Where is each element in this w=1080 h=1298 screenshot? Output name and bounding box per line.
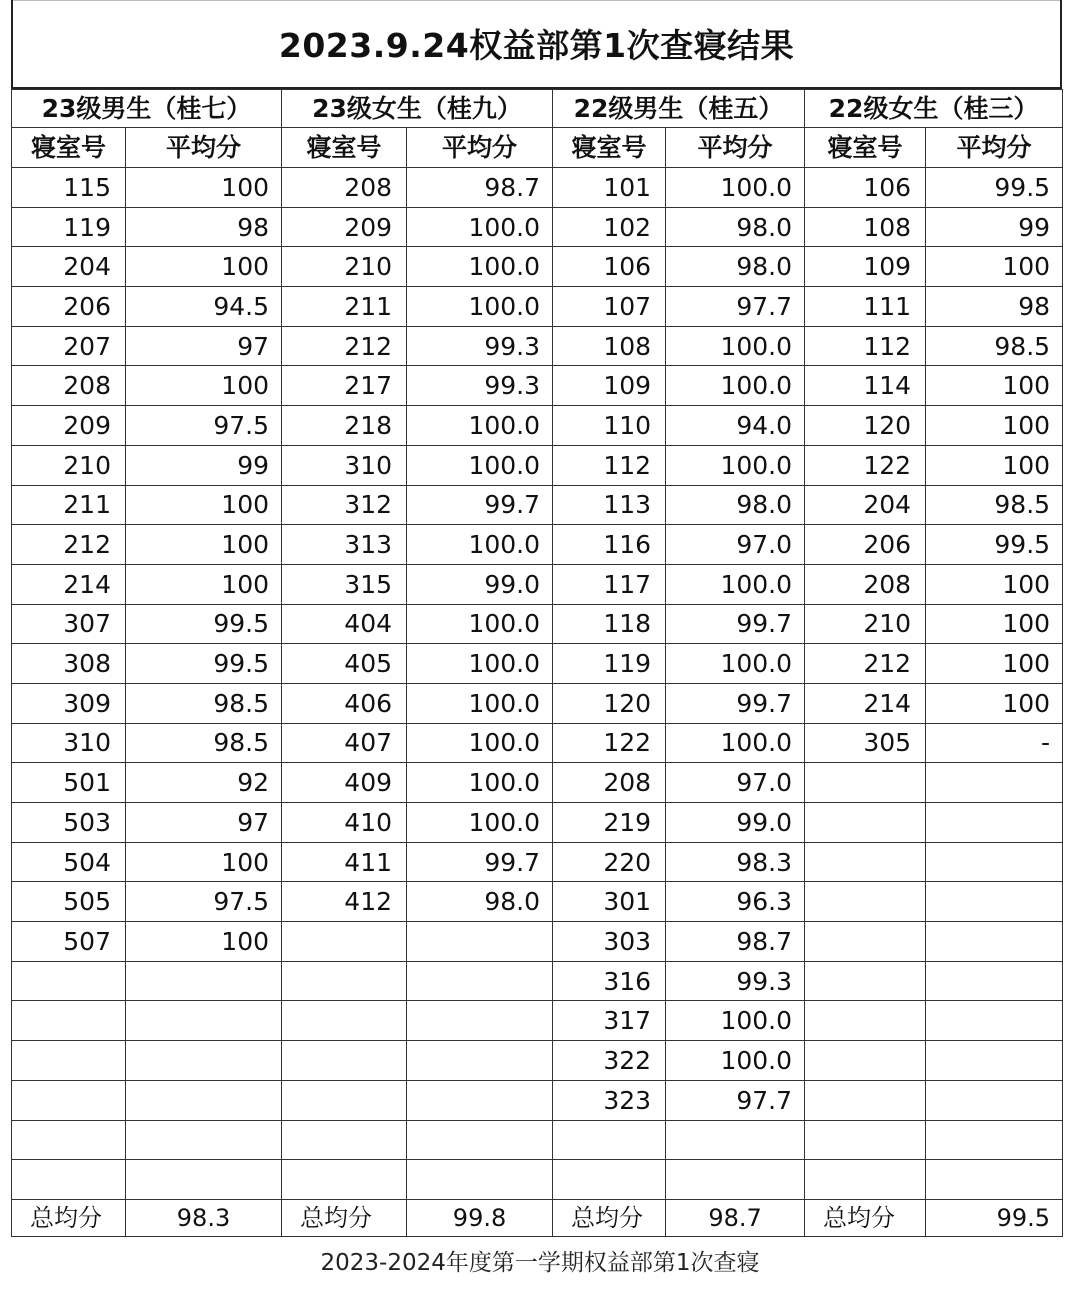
sheet-title: 2023.9.24权益部第1次查寝结果 — [11, 0, 1062, 89]
average-score-cell: 99.5 — [126, 644, 282, 684]
group-name-boys-23: 23级男生（桂七） — [12, 90, 282, 128]
average-score-cell: 98.5 — [926, 485, 1063, 525]
room-number-cell: 115 — [12, 168, 126, 208]
room-number-cell — [12, 1041, 126, 1081]
room-number-cell: 120 — [805, 406, 926, 446]
average-score-cell: 97.0 — [666, 763, 805, 803]
table-row — [12, 445, 1063, 485]
group-name-girls-22: 22级女生（桂三） — [805, 90, 1063, 128]
total-score-girls-23: 99.8 — [407, 1199, 553, 1236]
score-column-header: 平均分 — [666, 128, 805, 168]
room-number-cell: 219 — [553, 803, 666, 843]
room-number-cell: 207 — [12, 326, 126, 366]
average-score-cell: 98.0 — [407, 882, 553, 922]
room-number-cell: 209 — [282, 207, 407, 247]
room-number-cell: 116 — [553, 525, 666, 565]
room-number-cell: 208 — [12, 366, 126, 406]
room-number-cell: 310 — [282, 445, 407, 485]
room-number-cell — [805, 842, 926, 882]
room-number-cell: 307 — [12, 604, 126, 644]
room-column-header: 寝室号 — [12, 128, 126, 168]
room-number-cell: 505 — [12, 882, 126, 922]
average-score-cell — [926, 961, 1063, 1001]
room-number-cell: 309 — [12, 683, 126, 723]
total-label-boys-22: 总均分 — [553, 1199, 666, 1236]
table-row — [12, 644, 1063, 684]
average-score-cell: 100.0 — [666, 564, 805, 604]
average-score-cell — [407, 961, 553, 1001]
average-score-cell — [926, 1001, 1063, 1041]
table-row — [12, 168, 1063, 208]
average-score-cell: 100 — [926, 683, 1063, 723]
room-number-cell: 120 — [553, 683, 666, 723]
room-number-cell: 409 — [282, 763, 407, 803]
room-number-cell: 110 — [553, 406, 666, 446]
average-score-cell: 100 — [126, 247, 282, 287]
room-number-cell: 316 — [553, 961, 666, 1001]
table-row — [12, 683, 1063, 723]
average-score-cell: 100.0 — [666, 168, 805, 208]
average-score-cell: 94.5 — [126, 287, 282, 327]
average-score-cell: 99.3 — [407, 366, 553, 406]
table-row — [12, 287, 1063, 327]
average-score-cell — [126, 1080, 282, 1120]
average-score-cell — [926, 1080, 1063, 1120]
average-score-cell: 99.0 — [666, 803, 805, 843]
average-score-cell — [926, 1160, 1063, 1200]
average-score-cell: 99.0 — [407, 564, 553, 604]
average-score-cell: 98 — [126, 207, 282, 247]
total-score-girls-22: 99.5 — [926, 1199, 1063, 1236]
room-number-cell: 410 — [282, 803, 407, 843]
average-score-cell: 100.0 — [666, 723, 805, 763]
average-score-cell: 98.0 — [666, 247, 805, 287]
average-score-cell: 96.3 — [666, 882, 805, 922]
room-number-cell: 411 — [282, 842, 407, 882]
average-score-cell: 100.0 — [407, 445, 553, 485]
table-row — [12, 525, 1063, 565]
total-row — [12, 1199, 1063, 1236]
total-label-girls-22: 总均分 — [805, 1199, 926, 1236]
table-row — [12, 1001, 1063, 1041]
total-score-boys-22: 98.7 — [666, 1199, 805, 1236]
average-score-cell: 99.7 — [407, 842, 553, 882]
room-number-cell: 206 — [12, 287, 126, 327]
average-score-cell: 100.0 — [407, 763, 553, 803]
table-row — [12, 763, 1063, 803]
room-number-cell: 308 — [12, 644, 126, 684]
room-number-cell — [282, 1160, 407, 1200]
results-table — [11, 89, 1063, 1237]
average-score-cell: 100.0 — [407, 287, 553, 327]
table-row — [12, 1041, 1063, 1081]
average-score-cell: 100 — [126, 842, 282, 882]
room-number-cell — [282, 1041, 407, 1081]
room-number-cell: 211 — [282, 287, 407, 327]
room-number-cell — [805, 1120, 926, 1160]
average-score-cell: 99.3 — [666, 961, 805, 1001]
average-score-cell: 99.3 — [407, 326, 553, 366]
average-score-cell — [407, 1001, 553, 1041]
average-score-cell: 100 — [126, 564, 282, 604]
results-table-body — [12, 90, 1063, 1237]
average-score-cell — [126, 1001, 282, 1041]
table-row — [12, 247, 1063, 287]
average-score-cell — [407, 1120, 553, 1160]
room-number-cell: 317 — [553, 1001, 666, 1041]
average-score-cell — [926, 922, 1063, 962]
room-number-cell: 119 — [12, 207, 126, 247]
room-number-cell: 504 — [12, 842, 126, 882]
average-score-cell: 97.7 — [666, 1080, 805, 1120]
room-number-cell — [805, 763, 926, 803]
room-number-cell: 210 — [12, 445, 126, 485]
total-label-girls-23: 总均分 — [282, 1199, 407, 1236]
room-number-cell: 407 — [282, 723, 407, 763]
table-row — [12, 1120, 1063, 1160]
average-score-cell: 98.5 — [126, 683, 282, 723]
room-number-cell — [12, 1080, 126, 1120]
room-number-cell: 107 — [553, 287, 666, 327]
room-number-cell — [282, 1001, 407, 1041]
room-number-cell — [805, 803, 926, 843]
average-score-cell — [926, 1120, 1063, 1160]
room-number-cell: 108 — [553, 326, 666, 366]
average-score-cell — [126, 961, 282, 1001]
average-score-cell: 100 — [926, 406, 1063, 446]
room-number-cell — [805, 922, 926, 962]
average-score-cell: 100.0 — [407, 803, 553, 843]
room-number-cell: 206 — [805, 525, 926, 565]
average-score-cell: 100.0 — [666, 1001, 805, 1041]
room-number-cell: 217 — [282, 366, 407, 406]
average-score-cell — [407, 1080, 553, 1120]
room-number-cell: 114 — [805, 366, 926, 406]
room-number-cell: 113 — [553, 485, 666, 525]
average-score-cell: 100.0 — [666, 644, 805, 684]
average-score-cell — [126, 1041, 282, 1081]
average-score-cell — [926, 763, 1063, 803]
room-number-cell: 211 — [12, 485, 126, 525]
room-number-cell: 119 — [553, 644, 666, 684]
total-score-boys-23: 98.3 — [126, 1199, 282, 1236]
results-sheet — [11, 0, 1062, 1237]
average-score-cell: 100.0 — [407, 406, 553, 446]
average-score-cell: 100.0 — [407, 247, 553, 287]
average-score-cell — [666, 1160, 805, 1200]
room-number-cell: 112 — [553, 445, 666, 485]
table-row — [12, 1160, 1063, 1200]
room-number-cell: 212 — [12, 525, 126, 565]
average-score-cell: 98 — [926, 287, 1063, 327]
score-column-header: 平均分 — [407, 128, 553, 168]
average-score-cell: 99.7 — [407, 485, 553, 525]
table-row — [12, 961, 1063, 1001]
room-number-cell — [12, 1001, 126, 1041]
table-row — [12, 406, 1063, 446]
room-number-cell: 208 — [805, 564, 926, 604]
table-row — [12, 803, 1063, 843]
room-number-cell: 405 — [282, 644, 407, 684]
room-number-cell — [805, 1001, 926, 1041]
room-number-cell: 323 — [553, 1080, 666, 1120]
table-row — [12, 604, 1063, 644]
average-score-cell: 98.7 — [407, 168, 553, 208]
average-score-cell — [407, 1041, 553, 1081]
average-score-cell: 100.0 — [407, 525, 553, 565]
average-score-cell: 98.0 — [666, 207, 805, 247]
average-score-cell: 100.0 — [666, 326, 805, 366]
room-number-cell: 214 — [805, 683, 926, 723]
average-score-cell: 100 — [926, 564, 1063, 604]
table-row — [12, 1080, 1063, 1120]
average-score-cell: 100 — [926, 247, 1063, 287]
room-number-cell: 214 — [12, 564, 126, 604]
score-column-header: 平均分 — [126, 128, 282, 168]
room-number-cell: 501 — [12, 763, 126, 803]
average-score-cell: 100.0 — [407, 723, 553, 763]
table-row — [12, 485, 1063, 525]
room-number-cell — [12, 961, 126, 1001]
room-number-cell: 315 — [282, 564, 407, 604]
table-row — [12, 207, 1063, 247]
average-score-cell: 98.0 — [666, 485, 805, 525]
room-number-cell: 220 — [553, 842, 666, 882]
average-score-cell: 97 — [126, 803, 282, 843]
table-row — [12, 922, 1063, 962]
average-score-cell: 100.0 — [407, 683, 553, 723]
average-score-cell: 100 — [126, 922, 282, 962]
average-score-cell: 98.3 — [666, 842, 805, 882]
room-number-cell: 101 — [553, 168, 666, 208]
room-number-cell: 204 — [805, 485, 926, 525]
average-score-cell: 99 — [926, 207, 1063, 247]
room-number-cell — [553, 1160, 666, 1200]
room-number-cell: 310 — [12, 723, 126, 763]
group-header-row — [12, 90, 1063, 128]
room-number-cell — [805, 961, 926, 1001]
average-score-cell: 94.0 — [666, 406, 805, 446]
table-row — [12, 882, 1063, 922]
average-score-cell: 98.5 — [926, 326, 1063, 366]
average-score-cell — [126, 1160, 282, 1200]
room-column-header: 寝室号 — [805, 128, 926, 168]
room-number-cell: 503 — [12, 803, 126, 843]
average-score-cell: 99.5 — [126, 604, 282, 644]
room-number-cell — [805, 882, 926, 922]
room-number-cell — [805, 1080, 926, 1120]
table-row — [12, 326, 1063, 366]
room-number-cell — [805, 1160, 926, 1200]
room-number-cell: 212 — [282, 326, 407, 366]
average-score-cell: 100.0 — [407, 207, 553, 247]
average-score-cell: 100.0 — [666, 1041, 805, 1081]
average-score-cell: - — [926, 723, 1063, 763]
average-score-cell: 97.5 — [126, 882, 282, 922]
average-score-cell — [407, 1160, 553, 1200]
average-score-cell: 100 — [926, 604, 1063, 644]
average-score-cell — [407, 922, 553, 962]
average-score-cell: 99.5 — [926, 525, 1063, 565]
room-number-cell: 301 — [553, 882, 666, 922]
group-name-boys-22: 22级男生（桂五） — [553, 90, 805, 128]
room-number-cell — [12, 1160, 126, 1200]
room-number-cell — [282, 1080, 407, 1120]
room-number-cell: 218 — [282, 406, 407, 446]
room-column-header: 寝室号 — [282, 128, 407, 168]
average-score-cell: 100 — [926, 445, 1063, 485]
table-row — [12, 842, 1063, 882]
average-score-cell: 100 — [126, 168, 282, 208]
room-number-cell: 118 — [553, 604, 666, 644]
room-number-cell: 404 — [282, 604, 407, 644]
room-number-cell: 109 — [805, 247, 926, 287]
average-score-cell: 92 — [126, 763, 282, 803]
room-number-cell: 111 — [805, 287, 926, 327]
average-score-cell: 100.0 — [666, 366, 805, 406]
room-number-cell: 102 — [553, 207, 666, 247]
room-number-cell — [282, 1120, 407, 1160]
average-score-cell: 99.5 — [926, 168, 1063, 208]
group-name-girls-23: 23级女生（桂九） — [282, 90, 553, 128]
average-score-cell: 100 — [926, 366, 1063, 406]
average-score-cell: 99 — [126, 445, 282, 485]
room-number-cell: 210 — [805, 604, 926, 644]
average-score-cell: 100.0 — [666, 445, 805, 485]
room-number-cell: 106 — [805, 168, 926, 208]
average-score-cell: 100.0 — [407, 644, 553, 684]
room-number-cell: 108 — [805, 207, 926, 247]
room-number-cell: 305 — [805, 723, 926, 763]
room-number-cell: 210 — [282, 247, 407, 287]
room-number-cell: 322 — [553, 1041, 666, 1081]
room-column-header: 寝室号 — [553, 128, 666, 168]
column-header-row — [12, 128, 1063, 168]
room-number-cell: 303 — [553, 922, 666, 962]
room-number-cell — [282, 922, 407, 962]
average-score-cell: 99.7 — [666, 604, 805, 644]
average-score-cell: 97 — [126, 326, 282, 366]
average-score-cell: 97.7 — [666, 287, 805, 327]
room-number-cell: 204 — [12, 247, 126, 287]
room-number-cell: 212 — [805, 644, 926, 684]
total-label-boys-23: 总均分 — [12, 1199, 126, 1236]
average-score-cell: 97.5 — [126, 406, 282, 446]
room-number-cell: 313 — [282, 525, 407, 565]
footer-caption: 2023-2024年度第一学期权益部第1次查寝 — [320, 1250, 760, 1276]
average-score-cell: 98.5 — [126, 723, 282, 763]
room-number-cell: 117 — [553, 564, 666, 604]
average-score-cell — [926, 882, 1063, 922]
average-score-cell — [926, 1041, 1063, 1081]
average-score-cell: 100.0 — [407, 604, 553, 644]
room-number-cell: 109 — [553, 366, 666, 406]
room-number-cell — [553, 1120, 666, 1160]
average-score-cell: 100 — [126, 366, 282, 406]
room-number-cell: 406 — [282, 683, 407, 723]
room-number-cell: 208 — [282, 168, 407, 208]
table-row — [12, 564, 1063, 604]
average-score-cell: 97.0 — [666, 525, 805, 565]
room-number-cell — [805, 1041, 926, 1081]
average-score-cell — [126, 1120, 282, 1160]
average-score-cell — [926, 842, 1063, 882]
room-number-cell: 507 — [12, 922, 126, 962]
room-number-cell — [282, 961, 407, 1001]
average-score-cell: 100 — [126, 525, 282, 565]
average-score-cell — [666, 1120, 805, 1160]
room-number-cell: 106 — [553, 247, 666, 287]
room-number-cell: 122 — [553, 723, 666, 763]
average-score-cell: 100 — [926, 644, 1063, 684]
score-column-header: 平均分 — [926, 128, 1063, 168]
table-row — [12, 366, 1063, 406]
room-number-cell — [12, 1120, 126, 1160]
room-number-cell: 412 — [282, 882, 407, 922]
average-score-cell — [926, 803, 1063, 843]
average-score-cell: 98.7 — [666, 922, 805, 962]
average-score-cell: 100 — [126, 485, 282, 525]
average-score-cell: 99.7 — [666, 683, 805, 723]
table-row — [12, 723, 1063, 763]
room-number-cell: 208 — [553, 763, 666, 803]
room-number-cell: 112 — [805, 326, 926, 366]
room-number-cell: 122 — [805, 445, 926, 485]
room-number-cell: 312 — [282, 485, 407, 525]
room-number-cell: 209 — [12, 406, 126, 446]
